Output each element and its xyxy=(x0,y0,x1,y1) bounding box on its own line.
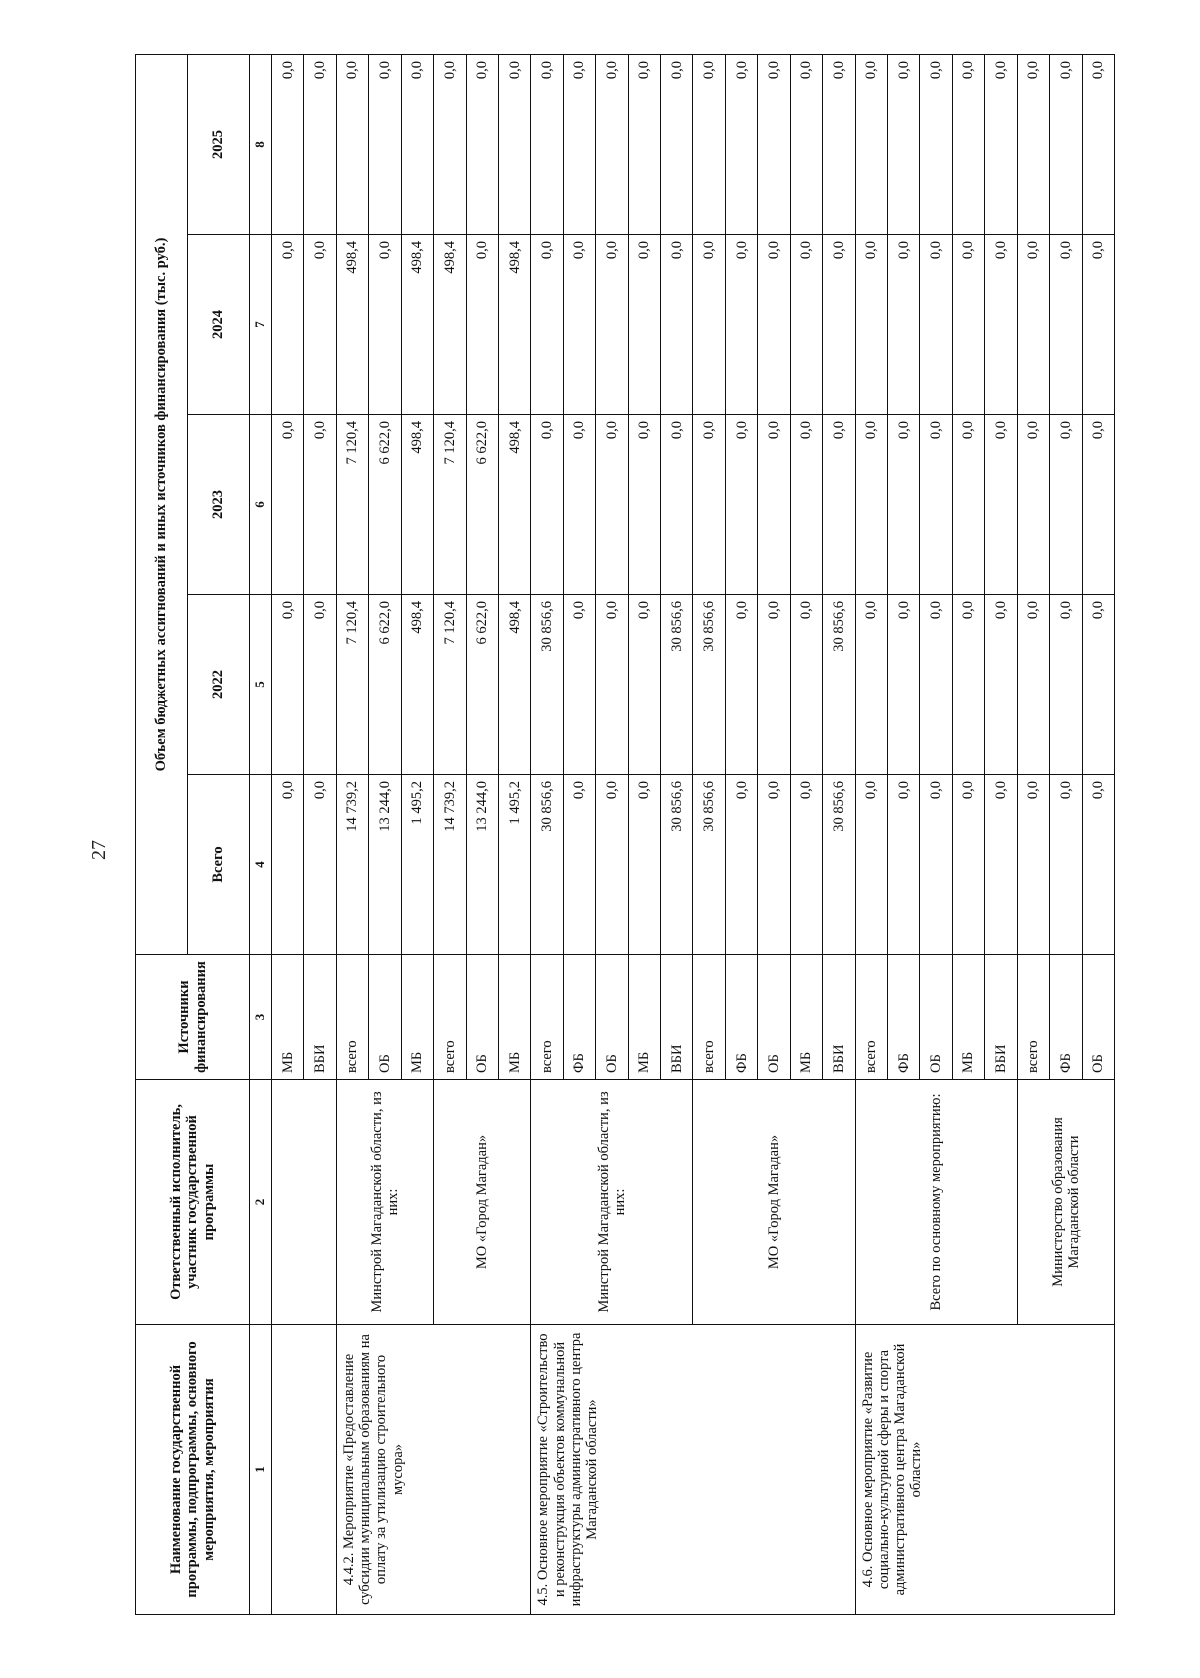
amount-cell: 14 739,2 xyxy=(434,775,466,955)
funding-source-cell: всего xyxy=(336,955,368,1080)
amount-cell: 0,0 xyxy=(758,55,790,235)
amount-cell: 0,0 xyxy=(563,595,595,775)
column-number: 3 xyxy=(250,955,272,1080)
amount-cell: 0,0 xyxy=(1082,415,1114,595)
amount-cell: 0,0 xyxy=(1082,595,1114,775)
amount-cell: 0,0 xyxy=(855,775,887,955)
amount-cell: 0,0 xyxy=(596,595,628,775)
header-executor: Ответственный исполнитель, участник государственной программы xyxy=(136,1080,250,1325)
header-year-total: Всего xyxy=(188,775,250,955)
amount-cell: 0,0 xyxy=(1017,55,1049,235)
amount-cell: 0,0 xyxy=(725,55,757,235)
amount-cell: 0,0 xyxy=(304,55,336,235)
amount-cell: 0,0 xyxy=(304,775,336,955)
executor-cell: МО «Город Магадан» xyxy=(693,1080,855,1325)
amount-cell: 0,0 xyxy=(725,235,757,415)
amount-cell: 0,0 xyxy=(888,235,920,415)
amount-cell: 498,4 xyxy=(498,595,530,775)
amount-cell: 0,0 xyxy=(466,55,498,235)
amount-cell: 0,0 xyxy=(758,775,790,955)
executor-cell: Всего по основному мероприятию: xyxy=(855,1080,1017,1325)
amount-cell: 0,0 xyxy=(985,415,1017,595)
amount-cell: 0,0 xyxy=(563,235,595,415)
amount-cell: 0,0 xyxy=(952,235,984,415)
executor-cell: Министерство образования Магаданской области xyxy=(1017,1080,1114,1325)
amount-cell: 0,0 xyxy=(693,235,725,415)
column-number: 6 xyxy=(250,415,272,595)
amount-cell: 14 739,2 xyxy=(336,775,368,955)
funding-source-cell: ФБ xyxy=(888,955,920,1080)
amount-cell: 0,0 xyxy=(952,415,984,595)
amount-cell: 0,0 xyxy=(1017,595,1049,775)
amount-cell: 0,0 xyxy=(855,415,887,595)
amount-cell: 0,0 xyxy=(985,55,1017,235)
amount-cell: 6 622,0 xyxy=(466,415,498,595)
amount-cell: 30 856,6 xyxy=(693,595,725,775)
amount-cell: 0,0 xyxy=(661,415,693,595)
amount-cell: 0,0 xyxy=(531,235,563,415)
amount-cell: 30 856,6 xyxy=(823,595,855,775)
amount-cell: 0,0 xyxy=(1082,775,1114,955)
amount-cell: 498,4 xyxy=(401,595,433,775)
funding-source-cell: МБ xyxy=(272,955,304,1080)
amount-cell: 0,0 xyxy=(661,235,693,415)
amount-cell: 0,0 xyxy=(272,595,304,775)
amount-cell: 13 244,0 xyxy=(466,775,498,955)
funding-source-cell: ВБИ xyxy=(823,955,855,1080)
amount-cell: 0,0 xyxy=(596,235,628,415)
amount-cell: 0,0 xyxy=(888,595,920,775)
amount-cell: 0,0 xyxy=(628,55,660,235)
amount-cell: 1 495,2 xyxy=(498,775,530,955)
header-year-2022: 2022 xyxy=(188,595,250,775)
funding-source-cell: ОБ xyxy=(369,955,401,1080)
amount-cell: 0,0 xyxy=(1050,235,1082,415)
funding-table xyxy=(135,54,1115,1615)
funding-source-cell: ФБ xyxy=(563,955,595,1080)
funding-source-cell: всего xyxy=(434,955,466,1080)
amount-cell: 0,0 xyxy=(434,55,466,235)
amount-cell: 30 856,6 xyxy=(531,595,563,775)
column-number: 1 xyxy=(250,1325,272,1615)
amount-cell: 7 120,4 xyxy=(434,595,466,775)
funding-source-cell: всего xyxy=(531,955,563,1080)
header-program-name: Наименование государственной программы, подпрограммы, основного мероприятия, мероприятия xyxy=(136,1325,250,1615)
funding-source-cell: ОБ xyxy=(1082,955,1114,1080)
amount-cell: 0,0 xyxy=(628,415,660,595)
amount-cell: 0,0 xyxy=(272,775,304,955)
amount-cell: 0,0 xyxy=(888,415,920,595)
amount-cell: 0,0 xyxy=(693,415,725,595)
amount-cell: 0,0 xyxy=(823,55,855,235)
amount-cell: 30 856,6 xyxy=(661,775,693,955)
page-number: 27 xyxy=(88,840,110,860)
amount-cell: 0,0 xyxy=(628,235,660,415)
funding-source-cell: МБ xyxy=(401,955,433,1080)
amount-cell: 0,0 xyxy=(628,775,660,955)
executor-cell xyxy=(272,1080,337,1325)
amount-cell: 0,0 xyxy=(304,595,336,775)
amount-cell: 0,0 xyxy=(1082,55,1114,235)
amount-cell: 0,0 xyxy=(563,775,595,955)
amount-cell: 0,0 xyxy=(1050,595,1082,775)
amount-cell: 0,0 xyxy=(952,55,984,235)
amount-cell: 0,0 xyxy=(920,55,952,235)
amount-cell: 0,0 xyxy=(1017,775,1049,955)
rotated-page xyxy=(135,55,1115,1615)
column-number: 2 xyxy=(250,1080,272,1325)
header-year-2024: 2024 xyxy=(188,235,250,415)
amount-cell: 0,0 xyxy=(1050,55,1082,235)
amount-cell: 498,4 xyxy=(401,415,433,595)
amount-cell: 6 622,0 xyxy=(369,415,401,595)
amount-cell: 6 622,0 xyxy=(466,595,498,775)
column-number-row xyxy=(250,55,272,1615)
amount-cell: 1 495,2 xyxy=(401,775,433,955)
amount-cell: 0,0 xyxy=(466,235,498,415)
funding-source-cell: ОБ xyxy=(596,955,628,1080)
funding-source-cell: ВБИ xyxy=(304,955,336,1080)
amount-cell: 0,0 xyxy=(790,235,822,415)
amount-cell: 0,0 xyxy=(823,235,855,415)
table-row xyxy=(336,55,368,1615)
amount-cell: 0,0 xyxy=(304,235,336,415)
funding-source-cell: МБ xyxy=(952,955,984,1080)
program-name-cell: 4.6. Основное мероприятие «Развитие социально-культурной сферы и спорта административного центра Магаданской области» xyxy=(855,1325,1114,1615)
amount-cell: 498,4 xyxy=(498,415,530,595)
column-number: 5 xyxy=(250,595,272,775)
column-number: 4 xyxy=(250,775,272,955)
executor-cell: МО «Город Магадан» xyxy=(434,1080,531,1325)
header-year-2025: 2025 xyxy=(188,55,250,235)
amount-cell: 0,0 xyxy=(888,775,920,955)
funding-source-cell: всего xyxy=(1017,955,1049,1080)
amount-cell: 0,0 xyxy=(985,595,1017,775)
funding-source-cell: ОБ xyxy=(920,955,952,1080)
table-body xyxy=(272,55,1115,1615)
program-name-cell: 4.5. Основное мероприятие «Строительство и реконструкция объектов коммунальной инфраструктуры административного центра Магаданской области» xyxy=(531,1325,855,1615)
amount-cell: 0,0 xyxy=(952,595,984,775)
amount-cell: 0,0 xyxy=(596,775,628,955)
amount-cell: 0,0 xyxy=(790,775,822,955)
amount-cell: 0,0 xyxy=(790,595,822,775)
funding-source-cell: ФБ xyxy=(1050,955,1082,1080)
amount-cell: 0,0 xyxy=(369,235,401,415)
amount-cell: 0,0 xyxy=(985,775,1017,955)
amount-cell: 7 120,4 xyxy=(336,595,368,775)
executor-cell: Минстрой Магаданской области, из них: xyxy=(531,1080,693,1325)
table-row xyxy=(272,55,304,1615)
header-funding-group: Объем бюджетных ассигнований и иных источников финансирования (тыс. руб.) xyxy=(136,55,188,955)
amount-cell: 0,0 xyxy=(758,235,790,415)
amount-cell: 0,0 xyxy=(272,235,304,415)
amount-cell: 0,0 xyxy=(758,595,790,775)
amount-cell: 0,0 xyxy=(531,55,563,235)
amount-cell: 30 856,6 xyxy=(661,595,693,775)
amount-cell: 30 856,6 xyxy=(693,775,725,955)
amount-cell: 0,0 xyxy=(369,55,401,235)
funding-source-cell: всего xyxy=(693,955,725,1080)
amount-cell: 0,0 xyxy=(855,55,887,235)
program-name-cell: 4.4.2. Мероприятие «Предоставление субсидии муниципальным образованиям на оплату за утилизацию строительного мусора» xyxy=(336,1325,531,1615)
amount-cell: 7 120,4 xyxy=(434,415,466,595)
amount-cell: 0,0 xyxy=(498,55,530,235)
amount-cell: 0,0 xyxy=(920,235,952,415)
amount-cell: 0,0 xyxy=(401,55,433,235)
amount-cell: 0,0 xyxy=(725,415,757,595)
amount-cell: 0,0 xyxy=(855,595,887,775)
funding-source-cell: МБ xyxy=(790,955,822,1080)
amount-cell: 0,0 xyxy=(693,55,725,235)
amount-cell: 0,0 xyxy=(920,415,952,595)
amount-cell: 0,0 xyxy=(920,775,952,955)
header-funding-source: Источники финансирования xyxy=(136,955,250,1080)
amount-cell: 498,4 xyxy=(434,235,466,415)
amount-cell: 0,0 xyxy=(823,415,855,595)
funding-source-cell: ВБИ xyxy=(661,955,693,1080)
amount-cell: 0,0 xyxy=(1017,235,1049,415)
funding-source-cell: ВБИ xyxy=(985,955,1017,1080)
amount-cell: 0,0 xyxy=(985,235,1017,415)
amount-cell: 0,0 xyxy=(272,415,304,595)
column-number: 7 xyxy=(250,235,272,415)
amount-cell: 498,4 xyxy=(401,235,433,415)
amount-cell: 0,0 xyxy=(661,55,693,235)
amount-cell: 30 856,6 xyxy=(823,775,855,955)
program-name-cell xyxy=(272,1325,337,1615)
amount-cell: 0,0 xyxy=(531,415,563,595)
table-row xyxy=(855,55,887,1615)
amount-cell: 0,0 xyxy=(920,595,952,775)
amount-cell: 0,0 xyxy=(1050,415,1082,595)
funding-source-cell: МБ xyxy=(628,955,660,1080)
amount-cell: 0,0 xyxy=(725,775,757,955)
amount-cell: 13 244,0 xyxy=(369,775,401,955)
amount-cell: 0,0 xyxy=(628,595,660,775)
amount-cell: 6 622,0 xyxy=(369,595,401,775)
amount-cell: 0,0 xyxy=(596,415,628,595)
table-row xyxy=(531,55,563,1615)
funding-source-cell: ОБ xyxy=(466,955,498,1080)
amount-cell: 498,4 xyxy=(336,235,368,415)
amount-cell: 0,0 xyxy=(790,55,822,235)
amount-cell: 0,0 xyxy=(563,415,595,595)
funding-source-cell: МБ xyxy=(498,955,530,1080)
amount-cell: 0,0 xyxy=(304,415,336,595)
amount-cell: 0,0 xyxy=(790,415,822,595)
amount-cell: 0,0 xyxy=(1050,775,1082,955)
amount-cell: 0,0 xyxy=(888,55,920,235)
amount-cell: 0,0 xyxy=(758,415,790,595)
executor-cell: Минстрой Магаданской области, из них: xyxy=(336,1080,433,1325)
amount-cell: 0,0 xyxy=(563,55,595,235)
amount-cell: 0,0 xyxy=(272,55,304,235)
amount-cell: 0,0 xyxy=(1017,415,1049,595)
amount-cell: 0,0 xyxy=(725,595,757,775)
amount-cell: 498,4 xyxy=(498,235,530,415)
column-number: 8 xyxy=(250,55,272,235)
amount-cell: 0,0 xyxy=(952,775,984,955)
header-year-2023: 2023 xyxy=(188,415,250,595)
amount-cell: 7 120,4 xyxy=(336,415,368,595)
amount-cell: 0,0 xyxy=(855,235,887,415)
funding-source-cell: всего xyxy=(855,955,887,1080)
amount-cell: 0,0 xyxy=(596,55,628,235)
amount-cell: 30 856,6 xyxy=(531,775,563,955)
amount-cell: 0,0 xyxy=(1082,235,1114,415)
funding-source-cell: ФБ xyxy=(725,955,757,1080)
amount-cell: 0,0 xyxy=(336,55,368,235)
funding-source-cell: ОБ xyxy=(758,955,790,1080)
